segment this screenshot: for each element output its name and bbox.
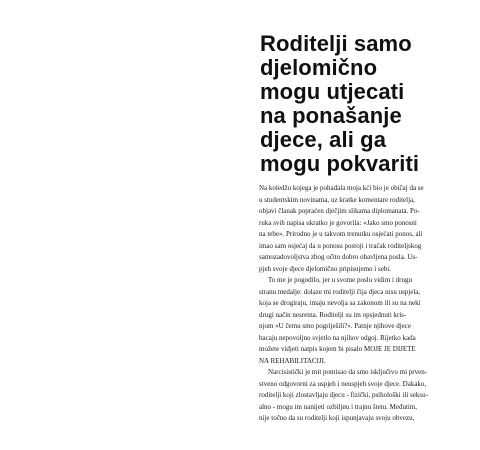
body-line: koja se drogiraju, imaju nevolja sa zakonom ili su na neki: [259, 299, 421, 307]
article-body: [259, 183, 453, 425]
title-line: mogu utjecati: [260, 79, 405, 104]
body-line: drugi način nesretna. Roditelji su im opsjednuti kris-: [259, 310, 407, 319]
body-line: stranu medalje: dolaze mi roditelji čija djeca nisu uspjela,: [259, 287, 421, 296]
body-line: To me je pogodilo, jer u svome poslu vidim i drugu: [268, 276, 412, 284]
body-line: Narcisistički je mit pomisao da smo isključivo mi prven-: [268, 368, 428, 376]
title-line: Roditelji samo: [260, 31, 412, 56]
paragraph-2: [259, 275, 453, 367]
paragraph-3: [259, 367, 453, 425]
body-line: NA REHABILITACIJI.: [259, 356, 326, 365]
body-line: Na koledžu kojega je pohađala moja kći bio je običaj da se: [259, 184, 424, 192]
body-line: u studentskim novinama, uz kratke komentare roditelja,: [259, 195, 415, 204]
body-line: imao sam osjećaj da u ponosu postoji i tračak roditeljskog: [259, 241, 422, 250]
title-line: na ponašanje: [260, 103, 402, 128]
body-line: možete vidjeti natpis kojem bi pisalo MOJE JE DIJETE: [259, 345, 416, 353]
body-line: njom «U čemu smo pogriješili?». Patnje njihove djece: [259, 322, 412, 330]
body-line: roditelji koji zlostavljaju djecu - fizički, psihološki ili seksu-: [259, 391, 428, 399]
body-line: samozadovoljstva zbog očito dobro obavljena posla. Us-: [259, 253, 418, 261]
body-line: objavi članak popraćen dječjim slikama diplomanata. Po-: [259, 207, 420, 215]
body-line: nije točno da su roditelji koji ispunjavaju svoju obvezu,: [259, 414, 415, 422]
body-line: stveno odgovorni za uspjeh i neuspjeh svoje djece. Dakako,: [259, 379, 427, 388]
body-line: alno - mogu im nanijeti ozbiljnu i trajnu štetu. Međutim,: [259, 402, 418, 411]
body-line: ruka svih napisa ukratko je govorila: «Jako smo ponosni: [259, 218, 417, 227]
paragraph-1: [259, 183, 453, 275]
body-line: pjeh svoje djece djelomično pripisujemo i sebi.: [259, 264, 391, 273]
title-line: djelomično: [260, 55, 378, 80]
body-line: bacaju nepovoljno svjetlo na njihov odgoj. Rijetko kada: [259, 333, 416, 342]
article-title: [260, 32, 460, 176]
title-line: mogu pokvariti: [260, 151, 420, 176]
body-line: na tebe». Prirodno je u takvom trenutku osjećati ponos, ali: [259, 230, 423, 238]
title-line: djece, ali ga: [260, 127, 387, 152]
